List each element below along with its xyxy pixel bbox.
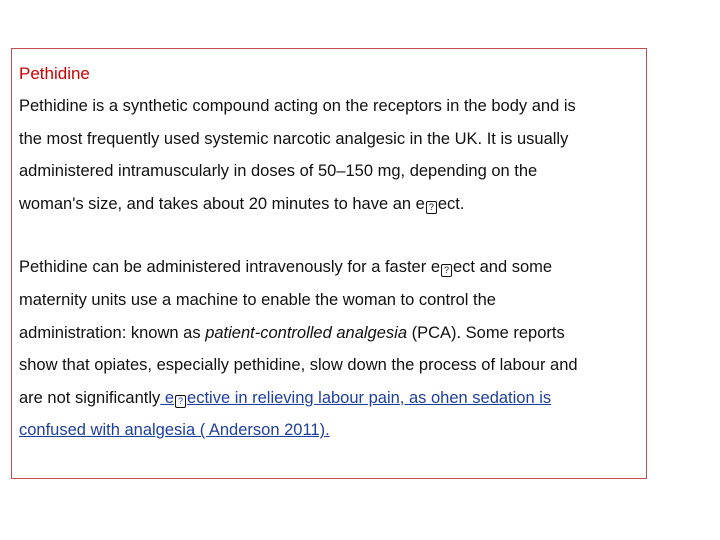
text-run: ect and some [453,258,553,277]
paragraph-1 [19,90,639,220]
missing-glyph-icon: ? [426,201,437,214]
paragraph-2-line: show that opiates, especially pethidine, slow down the process of labour and [19,356,578,375]
slide-content [19,58,639,447]
text-run: woman's size, and takes about 20 minutes to have an e [19,194,425,213]
paragraph-2-line [19,317,639,350]
paragraph-1-line: Pethidine is a synthetic compound acting on the receptors in the body and is [19,97,576,115]
citation-link[interactable]: confused with analgesia ( Anderson 2011). [19,421,330,440]
missing-glyph-icon: ? [441,264,452,277]
paragraph-1-line: the most frequently used systemic narcotic analgesic in the UK. It is usually [19,129,569,148]
link-text: e [160,388,175,407]
text-run: ect. [437,194,465,213]
link-text: ective in relieving labour pain, as ohen sedation is [187,388,552,407]
italic-term: patient-controlled analgesia [205,323,407,342]
paragraph-1-line [19,188,639,221]
text-run: Pethidine can be administered intravenously for a faster e [19,258,440,277]
paragraph-2-line [19,382,639,415]
text-run: administration: known as [19,323,206,342]
text-run: (PCA). Some reports [407,323,565,342]
citation-link[interactable] [160,389,551,407]
paragraph-1-line: administered intramuscularly in doses of 50–150 mg, depending on the [19,162,538,181]
slide-title: Pethidine [19,64,90,83]
paragraph-2 [19,251,639,447]
paragraph-2-line [19,251,639,284]
missing-glyph-icon: ? [175,395,186,408]
text-run: are not significantly [19,388,161,407]
paragraph-2-line [19,414,639,447]
paragraph-2-line: maternity units use a machine to enable the woman to control the [19,290,496,309]
